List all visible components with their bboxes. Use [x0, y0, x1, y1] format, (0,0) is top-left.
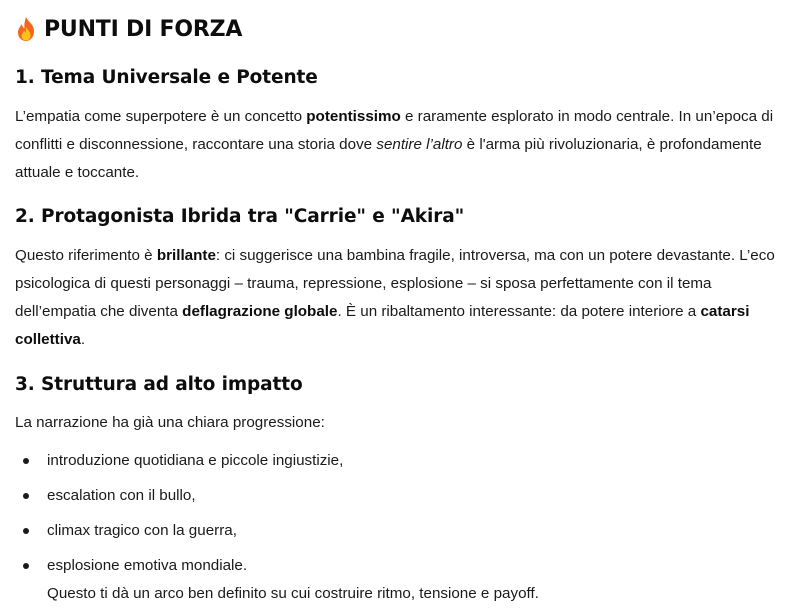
page-title: [15, 16, 242, 42]
bullet-icon: [23, 528, 29, 534]
list-item-text: esplosione emotiva mondiale.: [47, 557, 248, 574]
text-run: : ci suggerisce una bambina fragile, introversa, ma con un potere devastante. L’eco psicologica di questi personaggi – trauma, repressione, esplosione – si sposa perfettamente con il tema dell’empatia che diventa: [15, 247, 775, 320]
bold-text: catarsi collettiva: [15, 303, 750, 348]
section-heading-2: 2. Protagonista Ibrida tra "Carrie" e "Akira": [15, 206, 465, 227]
page-title-text: PUNTI DI FORZA: [44, 16, 243, 42]
list-item-text: climax tragico con la guerra,: [47, 522, 237, 539]
bold-text: brillante: [156, 247, 216, 264]
section-3-intro: La narrazione ha già una chiara progressione:: [15, 414, 325, 431]
bullet-icon: [23, 493, 29, 499]
italic-text: sentire l’altro: [376, 136, 463, 153]
list-item: [15, 517, 539, 552]
text-run: e raramente esplorato in modo centrale. In un’epoca di conflitti e disconnessione, raccontare una storia dove: [15, 108, 774, 153]
list-item: [15, 447, 539, 482]
bold-text: deflagrazione globale: [182, 303, 338, 320]
text-run: è l'arma più rivoluzionaria, è profondamente attuale e toccante.: [15, 136, 762, 181]
bullet-icon: [23, 458, 29, 464]
list-item-text: escalation con il bullo,: [47, 487, 196, 504]
text-run: L’empatia come superpotere è un concetto: [15, 108, 307, 125]
bold-text: potentissimo: [306, 108, 401, 125]
text-run: . È un ribaltamento interessante: da potere interiore a: [337, 303, 701, 320]
text-run: Questo riferimento è: [15, 247, 157, 264]
list-item-text: introduzione quotidiana e piccole ingiustizie,: [47, 452, 344, 469]
section-1-paragraph: [15, 103, 785, 187]
list-item: [15, 552, 539, 608]
section-2-paragraph: [15, 242, 785, 354]
text-run: .: [80, 331, 86, 348]
progression-list: [15, 447, 539, 608]
bullet-icon: [23, 563, 29, 569]
fire-icon: [15, 16, 37, 42]
list-item-continuation: Questo ti dà un arco ben definito su cui costruire ritmo, tensione e payoff.: [47, 585, 539, 602]
section-heading-1: 1. Tema Universale e Potente: [15, 67, 318, 88]
section-heading-3: 3. Struttura ad alto impatto: [15, 374, 303, 395]
list-item: [15, 482, 539, 517]
